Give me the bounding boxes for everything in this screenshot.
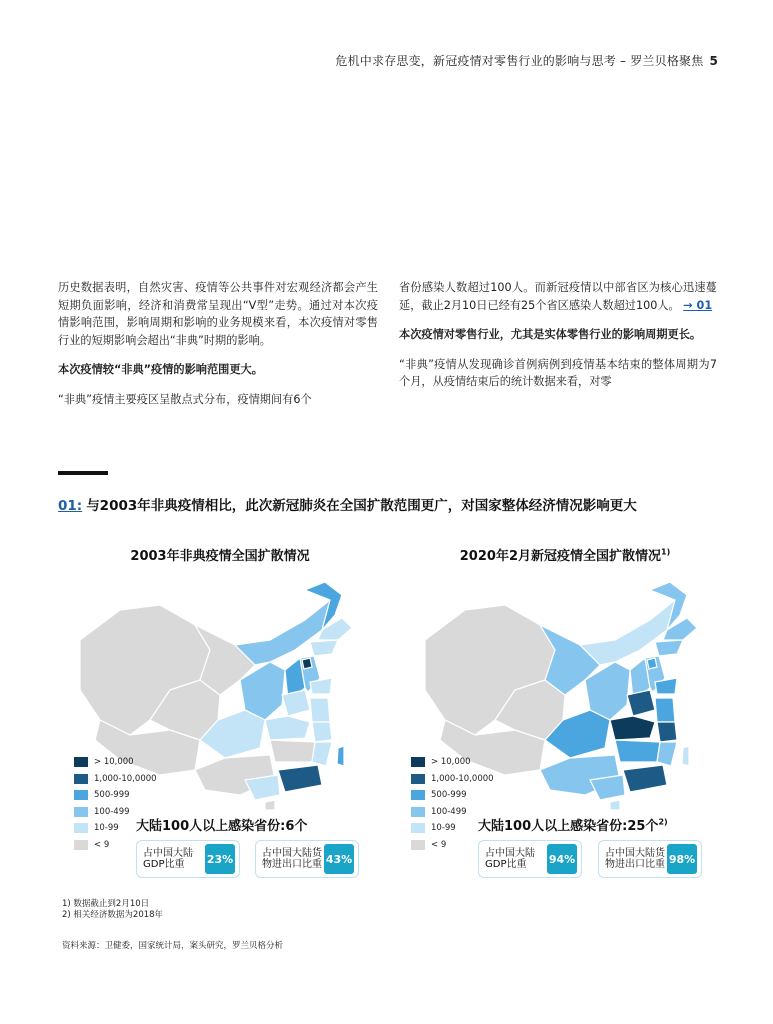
page-header — [0, 52, 718, 69]
region-taiwan — [337, 746, 344, 766]
note-2: 2) 相关经济数据为2018年 — [62, 910, 164, 920]
legend-swatch — [411, 790, 425, 800]
stat-value: 23% — [205, 844, 235, 874]
left-column — [58, 279, 378, 408]
region-liaoning — [310, 640, 338, 656]
figure-link[interactable]: → 01 — [683, 298, 713, 312]
left-summary: 大陆100人以上感染省份:6个 — [136, 819, 308, 834]
right-summary: 大陆100人以上感染省份:25个$^{2)}$ — [478, 817, 668, 834]
region-henan — [627, 690, 655, 716]
region-guangdong — [623, 765, 667, 792]
legend-swatch — [74, 757, 88, 767]
region-hunan-jiangxi — [615, 740, 660, 762]
region-fujian — [657, 742, 677, 766]
legend-item: 1,000-10,0000 — [411, 771, 494, 788]
legend-item: 1,000-10,0000 — [74, 771, 157, 788]
stat-label: 占中国大陆GDP比重 — [485, 847, 535, 870]
legend-left — [74, 754, 157, 853]
stat-value: 98% — [667, 844, 697, 874]
right-paragraph-2: “非典”疫情从发现确诊首例病例到疫情基本结束的整体周期为7个月，从疫情结束后的统计数据来看，对零 — [399, 357, 717, 388]
legend-right — [411, 754, 494, 853]
region-liaoning — [655, 640, 683, 656]
right-map-title: 2020年2月新冠疫情全国扩散情况$^{1)}$ — [459, 547, 671, 564]
stat-value: 43% — [324, 844, 354, 874]
left-map-title: 2003年非典疫情全国扩散情况 — [130, 549, 310, 564]
left-trade-stat — [255, 840, 359, 878]
header-title: 危机中求存思变，新冠疫情对零售行业的影响与思考 – 罗兰贝格聚焦 — [335, 54, 704, 68]
legend-item: 100-499 — [411, 804, 494, 821]
region-beijing — [647, 658, 657, 669]
region-guangdong — [278, 765, 322, 792]
page-number: 5 — [709, 54, 718, 68]
legend-swatch — [74, 790, 88, 800]
note-1: 1) 数据截止到2月10日 — [62, 899, 150, 909]
right-map-title-footnote: 1) — [661, 547, 671, 557]
legend-swatch — [411, 757, 425, 767]
region-hainan — [610, 800, 620, 810]
figure-title — [58, 494, 758, 514]
section-rule — [58, 471, 108, 475]
legend-item: 500-999 — [411, 787, 494, 804]
region-beijing — [302, 658, 312, 669]
region-guangxi — [590, 775, 625, 800]
region-henan — [282, 690, 310, 716]
left-paragraph-1: 历史数据表明，自然灾害、疫情等公共事件对宏观经济都会产生短期负面影响，经济和消费常呈现出“V型”走势。通过对本次疫情影响范围，影响周期和影响的业务规模来看，本次疫情对零售行业的短期影响会超出“非典”时期的影响。 — [58, 281, 378, 347]
right-column — [399, 279, 717, 391]
left-heading: 本次疫情较“非典”疫情的影响范围更大。 — [58, 363, 263, 376]
stat-value: 94% — [547, 844, 577, 874]
right-gdp-stat — [478, 840, 582, 878]
stat-label: 占中国大陆GDP比重 — [143, 847, 193, 870]
region-zhejiang — [312, 722, 332, 742]
figure-notes — [62, 899, 163, 921]
legend-swatch — [74, 840, 88, 850]
region-hubei — [265, 716, 310, 740]
legend-item: 10-99 — [74, 820, 157, 837]
legend-swatch — [411, 823, 425, 833]
stat-label: 占中国大陆货物进出口比重 — [605, 847, 665, 870]
legend-swatch — [411, 807, 425, 817]
region-hubei — [610, 716, 655, 740]
region-zhejiang — [657, 722, 677, 742]
legend-item: < 9 — [411, 837, 494, 854]
left-gdp-stat — [136, 840, 240, 878]
legend-swatch — [411, 840, 425, 850]
legend-item: > 10,000 — [74, 754, 157, 771]
legend-item: < 9 — [74, 837, 157, 854]
figure-number[interactable]: 01: — [58, 498, 83, 514]
right-trade-stat — [598, 840, 702, 878]
legend-swatch — [74, 774, 88, 784]
legend-item: > 10,000 — [411, 754, 494, 771]
region-guangxi — [245, 775, 280, 800]
region-fujian — [312, 742, 332, 766]
legend-swatch — [74, 807, 88, 817]
figure-title-text: 与2003年非典疫情相比，此次新冠肺炎在全国扩散范围更广，对国家整体经济情况影响更大 — [86, 498, 637, 514]
region-jiangsu-anhui — [310, 698, 330, 722]
legend-swatch — [74, 823, 88, 833]
right-paragraph-1: 省份感染人数超过100人。而新冠疫情以中部省区为核心迅速蔓延，截止2月10日已经有25个省区感染人数超过100人。 — [399, 281, 717, 312]
region-hunan-jiangxi — [270, 740, 315, 762]
legend-item: 500-999 — [74, 787, 157, 804]
right-summary-footnote: 2) — [658, 817, 668, 827]
region-taiwan — [682, 746, 689, 766]
stat-label: 占中国大陆货物进出口比重 — [262, 847, 322, 870]
legend-item: 100-499 — [74, 804, 157, 821]
region-jiangsu-anhui — [655, 698, 675, 722]
left-paragraph-2: “非典”疫情主要疫区呈散点式分布，疫情期间有6个 — [58, 392, 312, 406]
figure-source: 资料来源：卫健委，国家统计局，案头研究，罗兰贝格分析 — [62, 941, 284, 951]
region-hainan — [265, 800, 275, 810]
legend-item: 10-99 — [411, 820, 494, 837]
legend-swatch — [411, 774, 425, 784]
right-heading: 本次疫情对零售行业，尤其是实体零售行业的影响周期更长。 — [399, 328, 702, 341]
